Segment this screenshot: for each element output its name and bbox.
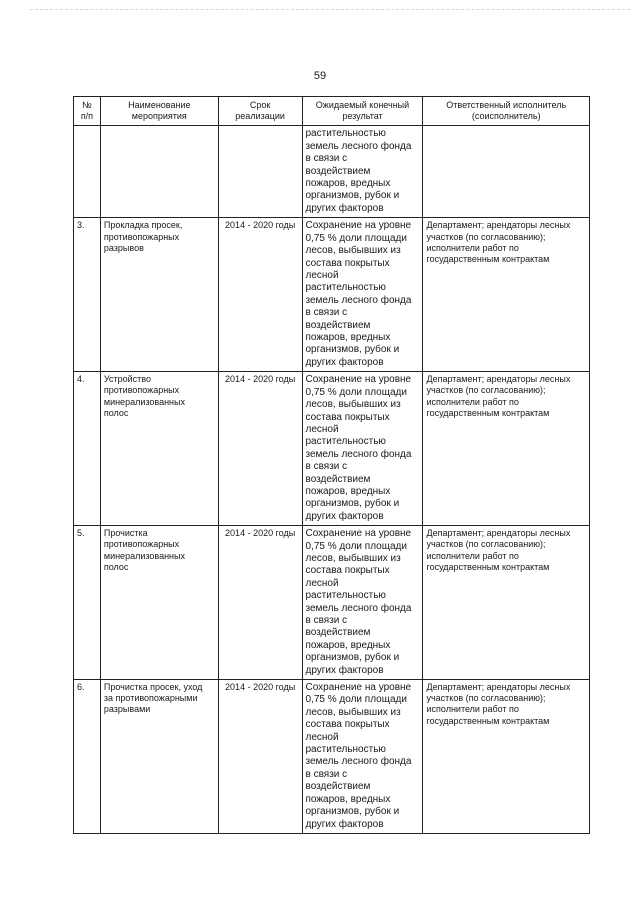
header-result: Ожидаемый конечный результат xyxy=(302,97,423,126)
cell-num: 3. xyxy=(74,218,101,372)
table-row xyxy=(74,526,590,680)
cell-result: Сохранение на уровне 0,75 % доли площади лесов, выбывших из состава покрытых лесной растительностью земель лесного фонда в связи с воздействием пожаров, вредных организмов, рубок и других факторов xyxy=(302,526,423,680)
header-name: Наименование мероприятия xyxy=(100,97,218,126)
table-row xyxy=(74,372,590,526)
cell-num: 5. xyxy=(74,526,101,680)
header-executor: Ответственный исполнитель (соисполнитель) xyxy=(423,97,590,126)
cell-executor: Департамент; арендаторы лесных участков (по согласованию); исполнители работ по государственным контрактам xyxy=(423,218,590,372)
table-row-continuation xyxy=(74,126,590,218)
scan-artifact-line xyxy=(30,9,630,12)
measures-table xyxy=(73,96,590,834)
cell-executor: Департамент; арендаторы лесных участков (по согласованию); исполнители работ по государственным контрактам xyxy=(423,526,590,680)
cell-period: 2014 - 2020 годы xyxy=(218,372,302,526)
cell-executor: Департамент; арендаторы лесных участков (по согласованию); исполнители работ по государственным контрактам xyxy=(423,680,590,834)
cell-result: Сохранение на уровне 0,75 % доли площади лесов, выбывших из состава покрытых лесной растительностью земель лесного фонда в связи с воздействием пожаров, вредных организмов, рубок и других факторов xyxy=(302,680,423,834)
cell-name xyxy=(100,126,218,218)
header-num: № п/п xyxy=(74,97,101,126)
cell-name: Прочистка просек, уход за противопожарными разрывами xyxy=(100,680,218,834)
page-number: 59 xyxy=(313,70,327,82)
cell-period: 2014 - 2020 годы xyxy=(218,218,302,372)
cell-executor: Департамент; арендаторы лесных участков (по согласованию); исполнители работ по государственным контрактам xyxy=(423,372,590,526)
cell-num xyxy=(74,126,101,218)
cell-name: Устройство противопожарных минерализованных полос xyxy=(100,372,218,526)
header-period: Срок реализации xyxy=(218,97,302,126)
table-body xyxy=(74,126,590,834)
cell-period: 2014 - 2020 годы xyxy=(218,680,302,834)
cell-name: Прокладка просек, противопожарных разрывов xyxy=(100,218,218,372)
cell-period: 2014 - 2020 годы xyxy=(218,526,302,680)
cell-result: Сохранение на уровне 0,75 % доли площади лесов, выбывших из состава покрытых лесной растительностью земель лесного фонда в связи с воздействием пожаров, вредных организмов, рубок и других факторов xyxy=(302,372,423,526)
cell-result: растительностью земель лесного фонда в связи с воздействием пожаров, вредных организмов, рубок и других факторов xyxy=(302,126,423,218)
cell-period xyxy=(218,126,302,218)
cell-name: Прочистка противопожарных минерализованных полос xyxy=(100,526,218,680)
table-row xyxy=(74,218,590,372)
cell-num: 6. xyxy=(74,680,101,834)
table-row xyxy=(74,680,590,834)
cell-num: 4. xyxy=(74,372,101,526)
table-header-row xyxy=(74,97,590,126)
cell-result: Сохранение на уровне 0,75 % доли площади лесов, выбывших из состава покрытых лесной растительностью земель лесного фонда в связи с воздействием пожаров, вредных организмов, рубок и других факторов xyxy=(302,218,423,372)
cell-executor xyxy=(423,126,590,218)
